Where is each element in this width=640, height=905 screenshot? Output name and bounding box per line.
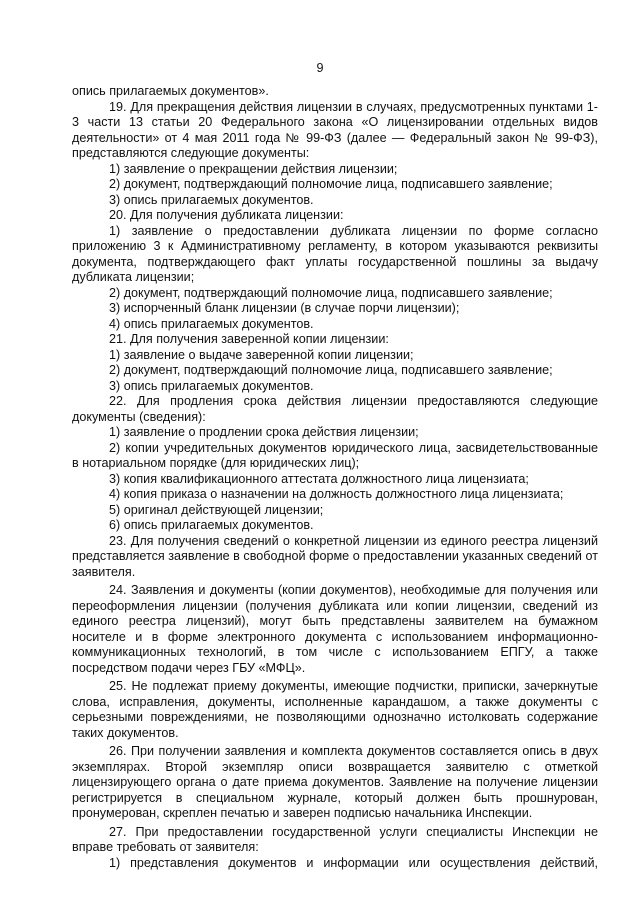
paragraph: 5) оригинал действующей лицензии; (109, 502, 324, 517)
paragraph: 6) опись прилагаемых документов. (109, 518, 314, 532)
document-body (72, 84, 598, 871)
paragraph: 3) опись прилагаемых документов. (109, 378, 314, 393)
paragraph: 1) заявление о выдаче заверенной копии лицензии; (109, 347, 414, 362)
paragraph: 22. Для продления срока действия лицензии предоставляются следующие документы (сведения): (72, 394, 598, 424)
paragraph: 24. Заявления и документы (копии документов), необходимые для получения или переоформления лицензии (получения дубликата или копии лицензии, сведений из единого реестра лицензий), могут быть представлены заявителем на бумажном носителе и в форме электронного документа с использованием информационно-коммуникационных технологий, в том числе с использованием ЕПГУ, а также посредством подачи через ГБУ «МФЦ». (72, 583, 598, 675)
paragraph: 23. Для получения сведений о конкретной лицензии из единого реестра лицензий представляется заявление в свободной форме о предоставлении указанных сведений от заявителя. (72, 533, 598, 579)
paragraph: 2) документ, подтверждающий полномочие лица, подписавшего заявление; (109, 177, 553, 191)
paragraph: 20. Для получения дубликата лицензии: (109, 208, 344, 222)
paragraph: 1) заявление о продлении срока действия лицензии; (109, 425, 419, 439)
paragraph: 3) опись прилагаемых документов. (109, 192, 314, 207)
paragraph: 19. Для прекращения действия лицензии в случаях, предусмотренных пунктами 1-3 части 13 статьи 20 Федерального закона «О лицензировании отдельных видов деятельности» от 4 мая 2011 года № 99-ФЗ (далее — Федеральный закон № 99-ФЗ), представляются следующие документы: (72, 99, 598, 160)
paragraph: 1) представления документов и информации или осуществления действий, (109, 855, 598, 870)
paragraph: 2) документ, подтверждающий полномочие лица, подписавшего заявление; (109, 363, 553, 377)
paragraph: опись прилагаемых документов». (72, 84, 269, 98)
paragraph: 21. Для получения заверенной копии лицензии: (109, 332, 389, 346)
paragraph: 1) заявление о предоставлении дубликата лицензии по форме согласно приложению 3 к Административному регламенту, в котором указываются реквизиты документа, подтверждающего факт уплаты государственной пошлины за выдачу дубликата лицензии; (72, 223, 598, 284)
page-number: 9 (316, 61, 324, 75)
paragraph: 3) копия квалификационного аттестата должностного лица лицензиата; (109, 471, 529, 486)
paragraph: 26. При получении заявления и комплекта документов составляется опись в двух экземплярах. Второй экземпляр описи возвращается заявителю с отметкой лицензирующего органа о дате приема документов. Заявление на получение лицензии регистрируется в специальном журнале, который должен быть прошнурован, пронумерован, скреплен печатью и заверен подписью начальника Инспекции. (72, 744, 598, 820)
paragraph: 1) заявление о прекращении действия лицензии; (109, 161, 398, 176)
paragraph: 25. Не подлежат приему документы, имеющие подчистки, приписки, зачеркнутые слова, исправления, документы, исполненные карандашом, а также документы с серьезными повреждениями, не позволяющими однозначно истолковать содержание таких документов. (72, 679, 598, 740)
paragraph: 4) опись прилагаемых документов. (109, 316, 314, 331)
paragraph: 27. При предоставлении государственной услуги специалисты Инспекции не вправе требовать от заявителя: (72, 824, 598, 854)
paragraph: 4) копия приказа о назначении на должность должностного лица лицензиата; (109, 487, 564, 501)
paragraph: 2) документ, подтверждающий полномочие лица, подписавшего заявление; (109, 285, 553, 300)
paragraph: 2) копии учредительных документов юридического лица, засвидетельствованные в нотариальном порядке (для юридических лиц); (72, 440, 598, 470)
paragraph: 3) испорченный бланк лицензии (в случае порчи лицензии); (109, 301, 460, 315)
